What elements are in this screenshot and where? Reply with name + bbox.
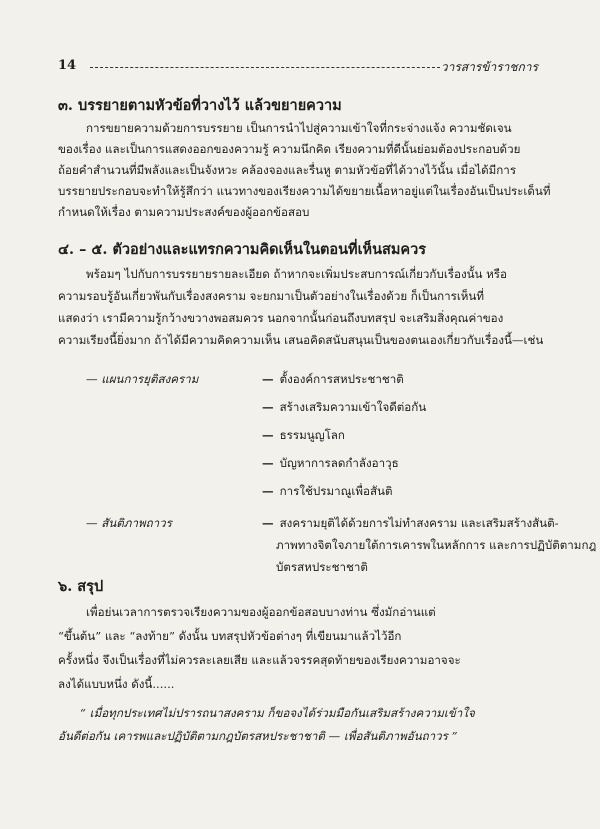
list-item-detail: บัตรสหประชาชาติ xyxy=(276,560,368,574)
section-3-line: บรรยายประกอบจะทำให้รู้สึกว่า แนวทางของเรียงความได้ขยายเนื้อหาอยู่แต่ในเรื่องอันเป็นประเด็นที่ xyxy=(58,184,551,198)
running-header xyxy=(58,58,538,80)
page-number: 14 xyxy=(58,58,77,73)
section-6-line: เพื่อย่นเวลาการตรวจเรียงความของผู้ออกข้อสอบบางท่าน ซึ่งมักอ่านแต่ xyxy=(86,605,436,619)
section-6-heading: ๖. สรุป xyxy=(58,578,104,595)
list-item-detail: ภาพทางจิตใจภายใต้การเคารพในหลักการ และการปฏิบัติตามกฎ xyxy=(276,538,597,552)
section-6-line: ครั้งหนึ่ง จึงเป็นเรื่องที่ไม่ควรละเลยเสีย และแล้วจรรคสุดท้ายของเรียงความอาจจะ xyxy=(58,653,461,667)
section-4-5-line: ความเรียงนี้ยิ่งมาก ถ้าได้มีความคิดความเห็น เสนอคิดสนับสนุนเป็นของตนเองเกี่ยวกับเรื่องนี้—เช่น xyxy=(58,333,544,347)
section-6-line: ลงได้แบบหนึ่ง ดังนี้...... xyxy=(58,677,175,691)
section-3-line: กำหนดให้เรื่อง ตามความประสงค์ของผู้ออกข้อสอบ xyxy=(58,205,310,219)
section-6-line: “ขึ้นต้น” และ “ลงท้าย” ดังนั้น บทสรุปหัวข้อต่างๆ ที่เขียนมาแล้วไว้อีก xyxy=(58,629,402,643)
list-category-peace: — สันติภาพถาวร xyxy=(86,516,172,530)
section-3-line: ของเรื่อง และเป็นการแสดงออกของความรู้ ความนึกคิด เรียงความที่ดีนั้นย่อมต้องประกอบด้วย xyxy=(58,142,521,156)
list-item: — ตั้งองค์การสหประชาชาติ xyxy=(262,372,404,386)
list-item-detail: — สงครามยุติได้ด้วยการไม่ทำสงคราม และเสริมสร้างสันติ- xyxy=(262,516,559,530)
section-4-5-line: พร้อมๆ ไปกับการบรรยายรายละเอียด ถ้าหากจะเพิ่มประสบการณ์เกี่ยวกับเรื่องนั้น หรือ xyxy=(86,267,507,281)
section-4-5-line: แสดงว่า เรามีความรู้กว้างขวางพอสมควร นอกจากนั้นก่อนถึงบทสรุป จะเสริมสิ่งคุณค่าของ xyxy=(58,311,504,325)
section-3-line: ถ้อยคำสำนวนที่มีพลังและเป็นจังหวะ คล้องจองและรื่นหู ตามหัวข้อที่ได้วางไว้นั้น เมื่อได้มีการ xyxy=(58,163,517,177)
list-category-war-plan: — แผนการยุติสงคราม xyxy=(86,372,199,386)
list-item: — บัญหาการลดกำลังอาวุธ xyxy=(262,456,399,470)
section-4-5-line: ความรอบรู้อันเกี่ยวพันกับเรื่องสงคราม จะยกมาเป็นตัวอย่างในเรื่องด้วย ก็เป็นการเห็นที่ xyxy=(58,289,485,303)
closing-quote-line: อันดีต่อกัน เคารพและปฏิบัติตามกฎบัตรสหประชาชาติ — เพื่อสันติภาพอันถาวร ” xyxy=(58,729,458,743)
list-item: — ธรรมนูญโลก xyxy=(262,428,345,442)
closing-quote-line: “ เมื่อทุกประเทศไม่ปรารถนาสงคราม ก็ขอจงได้ร่วมมือกันเสริมสร้างความเข้าใจ xyxy=(80,706,475,720)
section-3-heading: ๓. บรรยายตามหัวข้อที่วางไว้ แล้วขยายความ xyxy=(58,97,342,114)
section-3-line: การขยายความด้วยการบรรยาย เป็นการนำไปสู่ความเข้าใจที่กระจ่างแจ้ง ความชัดเจน xyxy=(86,121,512,135)
section-4-5-heading: ๔. – ๕. ตัวอย่างและแทรกความคิดเห็นในตอนที่เห็นสมควร xyxy=(58,241,427,258)
list-item: — การใช้ปรมาณูเพื่อสันติ xyxy=(262,484,393,498)
header-rule xyxy=(90,67,440,68)
list-item: — สร้างเสริมความเข้าใจดีต่อกัน xyxy=(262,400,427,414)
journal-title: วารสารข้าราชการ xyxy=(440,60,538,74)
